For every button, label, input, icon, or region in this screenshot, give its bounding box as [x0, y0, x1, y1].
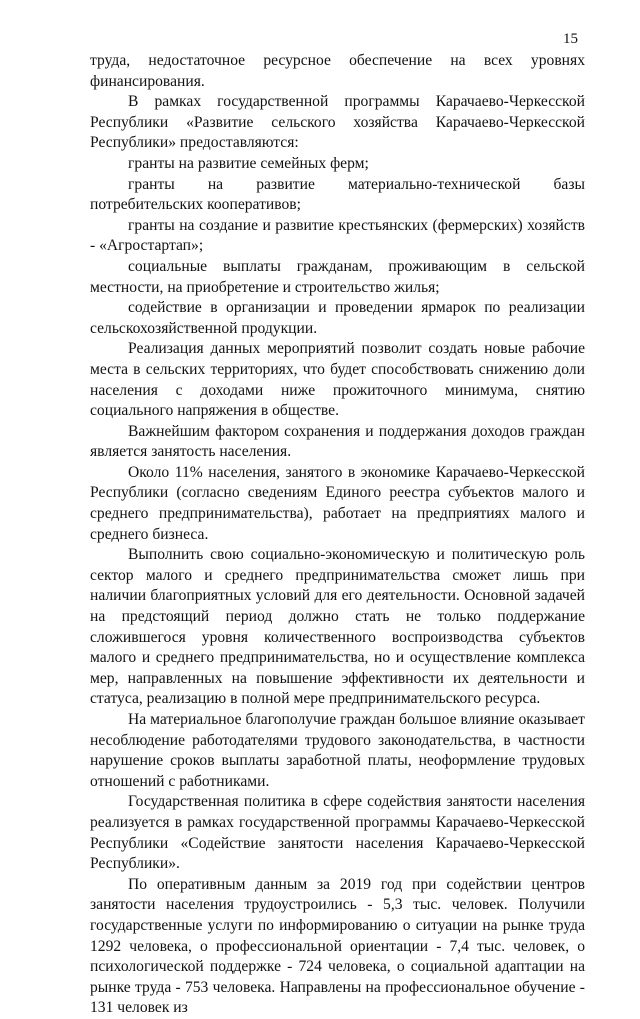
document-body [90, 51, 585, 1019]
paragraph-small-business-role: Выполнить свою социально-экономическую и политическую роль сектор малого и среднего предпринимательства сможет лишь при наличии благоприятных условий для его деятельности. Основной задачей на предстоящий период должно стать не только поддержание сложившегося уровня количественного воспроизводства субъектов малого и среднего предпринимательства, но и осуществление комплекса мер, направленных на повышение эффективности их деятельности и статуса, реализацию в полной мере предпринимательского ресурса. [90, 546, 585, 708]
paragraph-continuation: труда, недостаточное ресурсное обеспечение на всех уровнях финансирования. [90, 52, 585, 90]
paragraph-implementation: Реализация данных мероприятий позволит создать новые рабочие места в сельских территориях, что будет способствовать снижению доли населения с доходами ниже прожиточного минимума, снятию социального напряжения в обществе. [90, 340, 585, 420]
list-item-agrostartap: гранты на создание и развитие крестьянских (фермерских) хозяйств - «Агростартап»; [90, 216, 585, 255]
paragraph-operative-data: По оперативным данным за 2019 год при содействии центров занятости населения трудоустроились - 5,3 тыс. человек. Получили государственные услуги по информированию о ситуации на рынке труда 1292 человека, о профессиональной ориентации - 7,4 тыс. человек, о психологической поддержке - 724 человека, о социальной адаптации на рынке труда - 753 человека. Направлены на профессиональное обучение - 131 человек из [90, 875, 585, 1017]
list-item-cooperatives: гранты на развитие материально-технической базы потребительских кооперативов; [90, 175, 585, 214]
page-number: 15 [563, 31, 578, 47]
list-item-fairs: содействие в организации и проведении ярмарок по реализации сельскохозяйственной продукции. [90, 299, 585, 337]
paragraph-labor-law: На материальное благополучие граждан большое влияние оказывает несоблюдение работодателями трудового законодательства, в частности нарушение сроков выплаты заработной платы, неоформление трудовых отношений с работниками. [90, 711, 585, 790]
paragraph-employment-factor: Важнейшим фактором сохранения и поддержания доходов граждан является занятость населения. [90, 422, 585, 461]
list-item-family-farms: гранты на развитие семейных ферм; [128, 154, 369, 172]
paragraph-small-business-share: Около 11% населения, занятого в экономике Карачаево-Черкесской Республики (согласно сведениям Единого реестра субъектов малого и среднего предпринимательства), работает на предприятиях малого и среднего бизнеса. [90, 463, 585, 543]
paragraph-state-policy: Государственная политика в сфере содействия занятости населения реализуется в рамках государственной программы Карачаево-Черкесской Республики «Содействие занятости населения Карачаево-Черкесской Республики». [90, 793, 585, 873]
paragraph-program-intro: В рамках государственной программы Карачаево-Черкесской Республики «Развитие сельского хозяйства Карачаево-Черкесской Республики» предоставляются: [90, 93, 585, 152]
list-item-social-payments: социальные выплаты гражданам, проживающим в сельской местности, на приобретение и строительство жилья; [90, 257, 585, 296]
